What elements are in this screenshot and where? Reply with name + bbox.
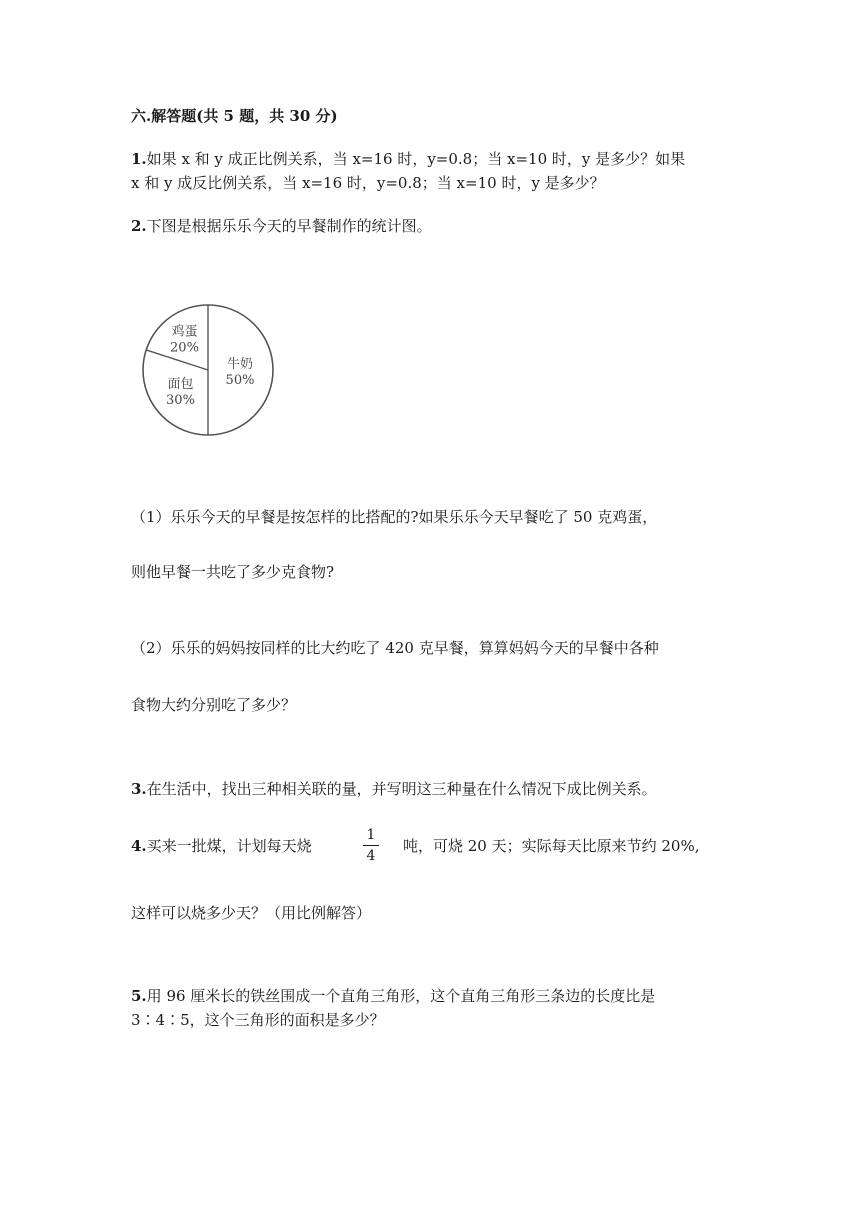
- pie-value-label: 30%: [166, 392, 195, 408]
- question-2-sub-1-line-1: （1）乐乐今天的早餐是按怎样的比搭配的?如果乐乐今天早餐吃了 50 克鸡蛋，: [131, 508, 658, 526]
- question-text: 用 96 厘米长的铁丝围成一个直角三角形，这个直角三角形三条边的长度比是: [146, 987, 656, 1005]
- pie-value-label: 20%: [170, 340, 199, 356]
- question-5-line-2: 3∶4∶5，这个三角形的面积是多少？: [131, 1011, 385, 1029]
- fraction-numerator: 1: [366, 827, 376, 843]
- question-number: 5.: [131, 987, 147, 1005]
- question-2-sub-1-line-2: 则他早餐一共吃了多少克食物?: [131, 563, 335, 581]
- pie-value-label: 50%: [225, 373, 255, 388]
- question-text: 如果 x 和 y 成正比例关系，当 x=16 时，y=0.8；当 x=10 时，y 是多少？如果: [146, 150, 686, 168]
- question-4-line-1-start: [131, 836, 312, 856]
- question-2-sub-2-line-2: 食物大约分别吃了多少？: [131, 696, 297, 714]
- pie-category-label: 面包: [167, 376, 194, 392]
- fraction-bar: [363, 845, 379, 846]
- question-1-line-2: x 和 y 成反比例关系，当 x=16 时，y=0.8；当 x=10 时，y 是多少？: [131, 174, 605, 192]
- question-4-line-1-end: 吨，可烧 20 天；实际每天比原来节约 20%,: [403, 837, 700, 855]
- question-4-line-2: 这样可以烧多少天？（用比例解答）: [131, 904, 372, 922]
- question-2-line-1: [131, 216, 432, 236]
- fraction-denominator: 4: [366, 848, 376, 864]
- question-number: 3.: [131, 780, 147, 798]
- question-number: 1.: [131, 150, 147, 168]
- pie-category-label: 牛奶: [226, 357, 254, 372]
- question-5-line-1: [131, 986, 655, 1006]
- pie-category-label: 鸡蛋: [171, 324, 198, 340]
- question-text: 在生活中，找出三种相关联的量，并写明这三种量在什么情况下成比例关系。: [146, 780, 657, 798]
- question-2-sub-2-line-1: （2）乐乐的妈妈按同样的比大约吃了 420 克早餐，算算妈妈今天的早餐中各种: [131, 639, 659, 657]
- question-text: 下图是根据乐乐今天的早餐制作的统计图。: [146, 217, 432, 235]
- question-number: 2.: [131, 217, 147, 235]
- question-1-line-1: [131, 149, 685, 169]
- section-title: 六.解答题(共 5 题，共 30 分): [131, 107, 338, 125]
- fraction: [360, 826, 382, 865]
- question-text: 买来一批煤，计划每天烧: [146, 837, 312, 855]
- question-3: [131, 779, 657, 799]
- question-number: 4.: [131, 837, 147, 855]
- breakfast-pie-chart: [138, 300, 278, 440]
